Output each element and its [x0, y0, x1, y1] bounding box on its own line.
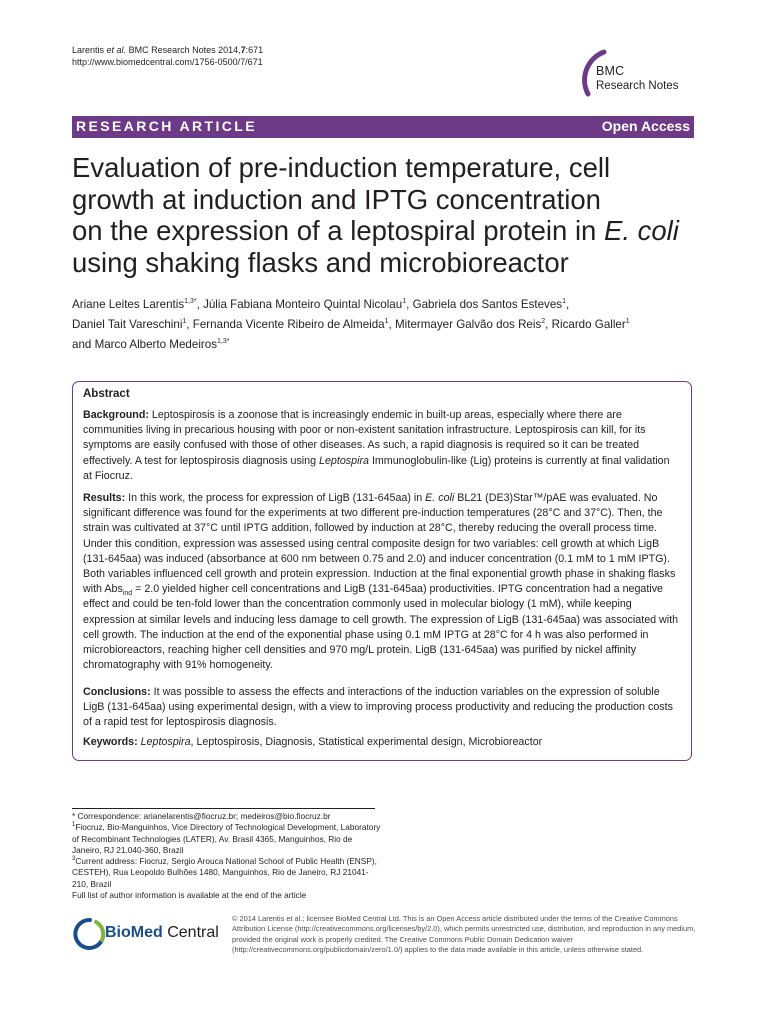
title-line-4: using shaking flasks and microbioreactor — [72, 246, 569, 278]
title-line-1: Evaluation of pre-induction temperature, cell — [72, 152, 611, 183]
author-name: Ariane Leites Larentis — [72, 298, 185, 311]
title-line-2: growth at induction and IPTG concentration — [72, 183, 601, 215]
author-name: Ricardo Galler — [551, 318, 626, 332]
journal-logo-line2: Research Notes — [596, 80, 679, 92]
abstract-keywords: Keywords: Leptospira, Leptospirosis, Diagnosis, Statistical experimental design, Microbioreactor — [83, 736, 543, 748]
citation-year: 2014, — [218, 45, 241, 55]
affiliation-3: $^3$Current address: Fiocruz, Sergio Arouca National School of Public Health (ENSP), CESTEH), Rua Leopoldo Bulhões 1480, Manguinhos, Rio de Janeiro, RJ 21041-210, Brazil — [72, 856, 377, 889]
title-line-3: on the expression of a leptospiral protein in E. coli — [72, 215, 679, 246]
citation-etal: et al. — [106, 45, 127, 55]
citation-authors: Larentis — [72, 45, 105, 55]
publisher-name: BioMed Central — [105, 924, 219, 941]
article-type-label: RESEARCH ARTICLE — [76, 118, 257, 134]
affiliation-1: $^1$Fiocruz, Bio-Manguinhos, Vice Directory of Technological Development, Laboratory of Recombinant Technologies (LATER), Av. Brasil 4365, Manguinhos, Rio de Janeiro, RJ 21.040-360, Brazil — [72, 822, 381, 855]
journal-logo-line1: BMC — [596, 64, 625, 78]
author-name: Fernanda Vicente Ribeiro de Almeida — [192, 318, 385, 332]
citation-line — [72, 44, 263, 56]
abstract-conclusions: Conclusions: It was possible to assess the effects and interactions of the induction variables on the expression of soluble LigB (131-645aa) using experimental design, with a view to improving process productivity and reducing the production costs of a rapid test for leptospirosis diagnosis. — [83, 686, 673, 729]
title-species: E. coli — [604, 215, 679, 246]
article-title — [72, 152, 712, 278]
article-url[interactable]: http://www.biomedcentral.com/1756-0500/7/671 — [72, 57, 263, 67]
abstract-background: Background: Leptospirosis is a zoonose that is increasingly endemic in built-up areas, especially where there are communities living in precarious housing with poor or non-existent sanitation infrastructure. Leptospirosis can kill, for its symptoms are easily confused with those of other diseases. As such, a rapid diagnosis is required so it can be treated effectively. A test for leptospirosis diagnosis using Leptospira Immunoglobulin-like (Lig) proteins is currently at final validation at Fiocruz. — [83, 409, 670, 482]
abstract-heading: Abstract — [83, 388, 130, 400]
abstract-results: Results: In this work, the process for expression of LigB (131-645aa) in E. coli BL21 (DE3)Star™/pAE was evaluated. No significant difference was found for the experiments at two different pre-induction temperatures (28°C and 37°C). Then, the strain was cultivated at 37°C until IPTG addition, followed by induction at 28°C, thereby reducing the overall process time. Under this condition, expression was assessed using central composite design for two variables: cell growth at which LigB (131-645aa) was induced (absorbance at 600 nm between 0.75 and 2.0) and inducer concentration (0.1 mM to 1 mM IPTG). Both variables influenced cell growth and protein expression. Induction at the final exponential growth phase in shaking flasks with Abs$_{ind}$ = 2.0 yielded higher cell concentrations and LigB (131-645aa) productivities. IPTG concentration had a negative effect and could be ten-fold lower than the concentration commonly used in molecular biology (1 mM), while keeping expression at similar levels and inducing less damage to cell growth. The expression of LigB (131-645aa) was associated with cell growth. The induction at the end of the exponential phase using 0.1 mM IPTG at 28°C for 4 h was also performed in microbioreactors, reaching higher cell densities and 970 mg/L protein. LigB (131-645aa) was purified by nickel affinity chromatography with 91% homogeneity. — [83, 492, 679, 672]
license-text: © 2014 Larentis et al.; licensee BioMed Central Ltd. This is an Open Access article distributed under the terms of the Creative Commons Attribution License (http://creativecommons.org/licenses/by/2.0), which permits unrestricted use, distribution, and reproduction in any medium, provided the original work is properly credited. The Creative Commons Public Domain Dedication waiver (http://creativecommons.org/publicdomain/zero/1.0/) applies to the data made available in this article, unless otherwise stated. — [232, 914, 696, 955]
author-name: Daniel Tait Vareschini — [72, 318, 183, 332]
correspondence: * Correspondence: arianelarentis@fiocruz.br; medeiros@bio.fiocruz.br — [72, 811, 331, 821]
citation-page: :671 — [245, 45, 264, 55]
author-list: Ariane Leites Larentis$^{1,3*}$, Júlia Fabiana Monteiro Quintal Nicolau$^1$, Gabriela dos Santos Esteves$^1$, Daniel Tait Vareschini$^1$, Fernanda Vicente Ribeiro de Almeida$^1$, Mitermayer Galvão dos Reis$^2$, Ricardo Galler$^1$ and Marco Alberto Medeiros$^{1,3*}$ — [72, 298, 630, 352]
author-name: and Marco Alberto Medeiros — [72, 338, 217, 352]
citation-volume: 7 — [240, 45, 246, 55]
citation-journal: BMC Research Notes — [128, 45, 216, 55]
author-name: Gabriela dos Santos Esteves — [412, 298, 563, 311]
author-name: Mitermayer Galvão dos Reis — [395, 318, 542, 332]
abstract-box — [72, 381, 692, 761]
footnotes — [72, 811, 382, 901]
article-type-bar — [72, 116, 694, 138]
author-name: Júlia Fabiana Monteiro Quintal Nicolau — [203, 298, 403, 311]
full-author-info-note: Full list of author information is available at the end of the article — [72, 890, 307, 901]
open-access-label: Open Access — [601, 118, 690, 134]
footnote-divider — [72, 808, 375, 809]
